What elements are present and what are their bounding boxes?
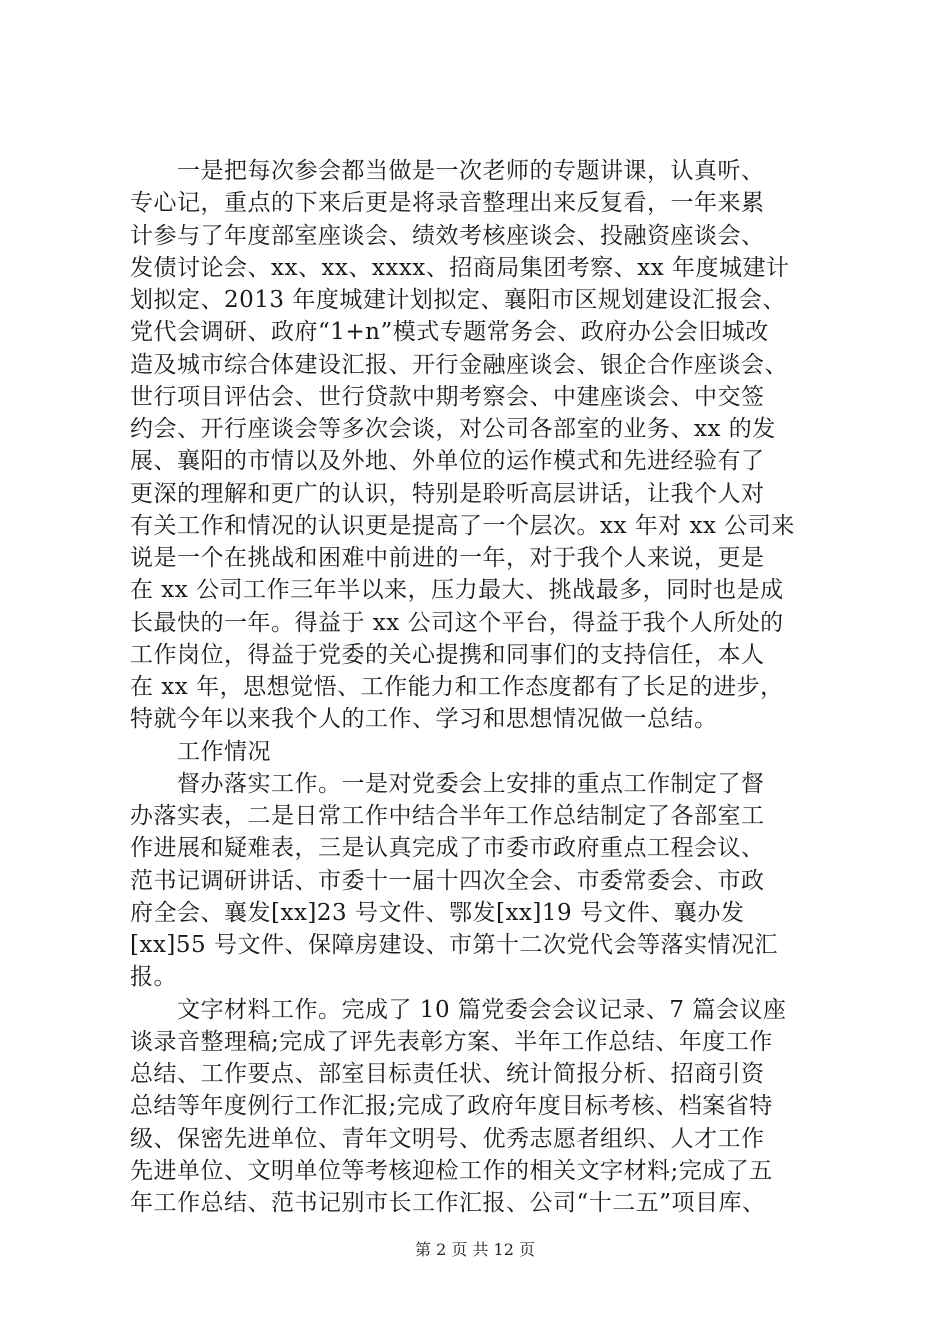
- text-line: 划拟定、2013 年度城建计划拟定、襄阳市区规划建设汇报会、: [130, 287, 786, 313]
- text-line: 范书记调研讲话、市委十一届十四次全会、市委常委会、市政: [130, 867, 765, 894]
- text-line: 党代会调研、政府“1+n”模式专题常务会、政府办公会旧城改: [130, 319, 769, 346]
- text-line: 办落实表，二是日常工作中结合半年工作总结制定了各部室工: [130, 803, 765, 829]
- text-line: 说是一个在挑战和困难中前进的一年，对于我个人来说，更是: [130, 545, 765, 571]
- text-line: 计参与了年度部室座谈会、绩效考核座谈会、投融资座谈会、: [130, 222, 765, 249]
- text-line: 世行项目评估会、世行贷款中期考察会、中建座谈会、中交签: [130, 383, 765, 410]
- section-heading: 工作情况: [130, 738, 271, 765]
- text-line: 造及城市综合体建设汇报、开行金融座谈会、银企合作座谈会、: [130, 351, 788, 378]
- text-line: 谈录音整理稿;完成了评先表彰方案、半年工作总结、年度工作: [130, 1028, 773, 1055]
- text-line: 约会、开行座谈会等多次会谈，对公司各部室的业务、xx 的发: [130, 416, 776, 442]
- text-line: 一是把每次参会都当做是一次老师的专题讲课，认真听、: [130, 158, 765, 184]
- text-line: 总结、工作要点、部室目标责任状、统计简报分析、招商引资: [130, 1061, 765, 1087]
- text-line: 年工作总结、范书记别市长工作汇报、公司“十二五”项目库、: [130, 1190, 766, 1216]
- text-line: 督办落实工作。一是对党委会上安排的重点工作制定了督: [130, 770, 765, 797]
- text-line: 级、保密先进单位、青年文明号、优秀志愿者组织、人才工作: [130, 1125, 765, 1152]
- text-line: 有关工作和情况的认识更是提高了一个层次。xx 年对 xx 公司来: [130, 512, 795, 539]
- text-line: 工作岗位，得益于党委的关心提携和同事们的支持信任，本人: [130, 641, 765, 668]
- text-line: 长最快的一年。得益于 xx 公司这个平台，得益于我个人所处的: [130, 609, 784, 636]
- text-line: 府全会、襄发[xx]23 号文件、鄂发[xx]19 号文件、襄办发: [130, 899, 745, 926]
- text-line: [xx]55 号文件、保障房建设、市第十二次党代会等落实情况汇: [130, 932, 778, 958]
- text-line: 特就今年以来我个人的工作、学习和思想情况做一总结。: [130, 706, 718, 733]
- text-line: 在 xx 公司工作三年半以来，压力最大、挑战最多，同时也是成: [130, 577, 784, 604]
- text-line: 先进单位、文明单位等考核迎检工作的相关文字材料;完成了五: [130, 1157, 773, 1184]
- text-line: 更深的理解和更广的认识，特别是聆听高层讲话，让我个人对: [130, 480, 765, 507]
- text-line: 报。: [130, 964, 177, 991]
- text-line: 展、襄阳的市情以及外地、外单位的运作模式和先进经验有了: [130, 448, 765, 475]
- text-line: 总结等年度例行工作汇报;完成了政府年度目标考核、档案省特: [130, 1093, 773, 1120]
- text-line: 专心记，重点的下来后更是将录音整理出来反复看，一年来累: [130, 190, 765, 217]
- page-footer: [0, 1240, 950, 1260]
- text-line: 在 xx 年，思想觉悟、工作能力和工作态度都有了长足的进步，: [130, 674, 784, 700]
- text-line: 文字材料工作。完成了 10 篇党委会会议记录、7 篇会议座: [130, 996, 787, 1023]
- page-number-label: 第 2 页 共 12 页: [415, 1240, 535, 1259]
- body-text: [130, 155, 850, 1219]
- text-line: 发债讨论会、xx、xx、xxxx、招商局集团考察、xx 年度城建计: [130, 254, 790, 281]
- text-line: 作进展和疑难表，三是认真完成了市委市政府重点工程会议、: [130, 835, 765, 862]
